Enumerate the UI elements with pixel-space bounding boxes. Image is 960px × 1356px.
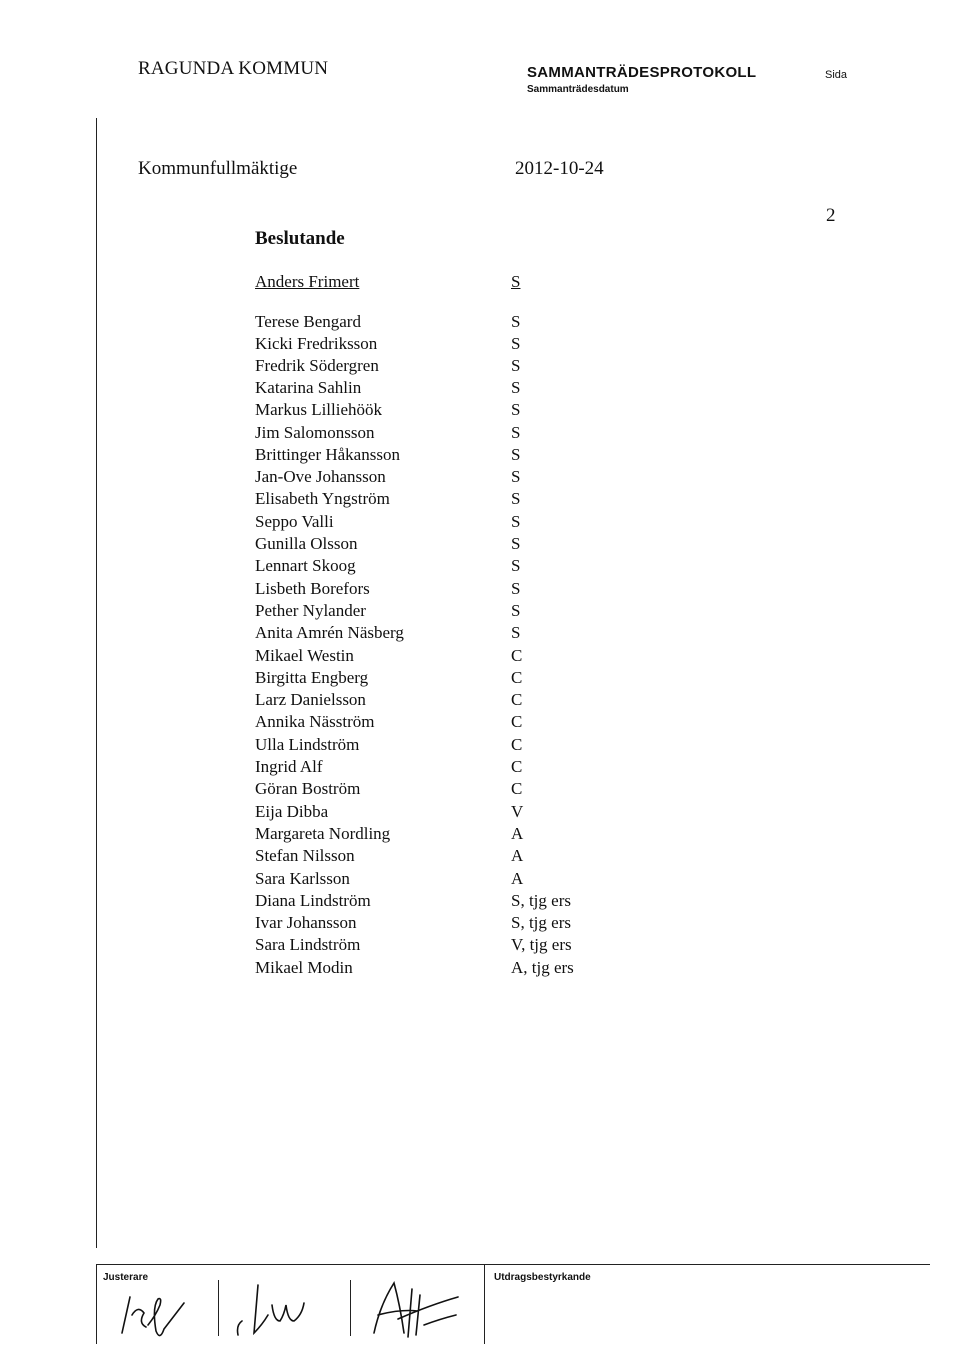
- member-vote: S: [511, 334, 521, 353]
- margin-line: [96, 118, 97, 1248]
- member-name: Anders Frimert: [255, 272, 360, 291]
- member-name: Ulla Lindström: [255, 735, 360, 754]
- member-name: Diana Lindström: [255, 891, 371, 910]
- member-row: [255, 779, 655, 801]
- member-name: Brittinger Håkansson: [255, 445, 400, 464]
- signature-2: [228, 1275, 338, 1345]
- member-vote: S: [511, 467, 521, 486]
- member-row: [255, 913, 655, 935]
- member-vote: A: [511, 846, 524, 865]
- member-row: [255, 757, 655, 779]
- member-vote: S: [511, 272, 521, 291]
- member-vote: A: [511, 824, 524, 843]
- member-name: Lisbeth Borefors: [255, 579, 370, 598]
- member-vote: C: [511, 779, 523, 798]
- member-row: [255, 423, 655, 445]
- footer-left-border: [96, 1264, 97, 1344]
- member-row: [255, 467, 655, 489]
- member-vote: C: [511, 735, 523, 754]
- protocol-subtitle: Sammanträdesdatum: [527, 84, 629, 95]
- member-row: [255, 935, 655, 957]
- member-row: [255, 579, 655, 601]
- member-row: [255, 601, 655, 623]
- signature-separator: [218, 1280, 219, 1336]
- member-row: [255, 646, 655, 668]
- member-row: [255, 891, 655, 913]
- member-name: Sara Lindström: [255, 935, 361, 954]
- organization-name: RAGUNDA KOMMUN: [138, 58, 329, 79]
- member-row: [255, 690, 655, 712]
- member-row: [255, 312, 655, 334]
- member-name: Pether Nylander: [255, 601, 366, 620]
- member-vote: S: [511, 445, 521, 464]
- meeting-date: 2012-10-24: [515, 158, 604, 179]
- member-name: Katarina Sahlin: [255, 378, 362, 397]
- member-row: [255, 668, 655, 690]
- signature-1: [108, 1275, 208, 1345]
- member-row: [255, 378, 655, 400]
- member-name: Larz Danielsson: [255, 690, 366, 709]
- member-name: Sara Karlsson: [255, 869, 350, 888]
- member-vote: S: [511, 601, 521, 620]
- member-name: Kicki Fredriksson: [255, 334, 378, 353]
- member-vote: S: [511, 312, 521, 331]
- member-row: [255, 489, 655, 511]
- member-row: [255, 824, 655, 846]
- member-vote: S: [511, 356, 521, 375]
- member-name: Stefan Nilsson: [255, 846, 355, 865]
- section-title: Beslutande: [255, 228, 345, 249]
- member-row: [255, 846, 655, 868]
- member-vote: S: [511, 556, 521, 575]
- signature-separator: [350, 1280, 351, 1336]
- member-vote: A: [511, 869, 524, 888]
- member-vote: S: [511, 489, 521, 508]
- member-vote: S: [511, 423, 521, 442]
- member-vote: S: [511, 623, 521, 642]
- member-name: Markus Lilliehöök: [255, 400, 383, 419]
- member-name: Eija Dibba: [255, 802, 329, 821]
- member-vote: A, tjg ers: [511, 958, 574, 977]
- member-row: [255, 334, 655, 356]
- member-name: Göran Boström: [255, 779, 361, 798]
- member-name: Ingrid Alf: [255, 757, 323, 776]
- member-name: Gunilla Olsson: [255, 534, 358, 553]
- member-row: [255, 534, 655, 556]
- member-vote: C: [511, 712, 523, 731]
- member-vote: V, tjg ers: [511, 935, 572, 954]
- member-row: [255, 623, 655, 645]
- member-name: Anita Amrén Näsberg: [255, 623, 404, 642]
- member-row: [255, 356, 655, 378]
- page-number: 2: [826, 205, 836, 226]
- member-row: [255, 445, 655, 467]
- member-vote: C: [511, 757, 523, 776]
- member-vote: C: [511, 690, 523, 709]
- member-name: Terese Bengard: [255, 312, 361, 331]
- member-vote: S, tjg ers: [511, 913, 571, 932]
- member-name: Birgitta Engberg: [255, 668, 369, 687]
- member-row: [255, 802, 655, 824]
- member-name: Lennart Skoog: [255, 556, 356, 575]
- member-vote: S: [511, 378, 521, 397]
- member-name: Mikael Modin: [255, 958, 353, 977]
- justerare-label: Justerare: [103, 1272, 149, 1283]
- member-name: Jan-Ove Johansson: [255, 467, 386, 486]
- utdragsbestyrkande-label: Utdragsbestyrkande: [494, 1272, 591, 1283]
- member-vote: C: [511, 668, 523, 687]
- member-row: [255, 958, 655, 980]
- member-name: Mikael Westin: [255, 646, 354, 665]
- member-row: [255, 869, 655, 891]
- member-vote: S: [511, 400, 521, 419]
- member-vote: S: [511, 512, 521, 531]
- member-row: [255, 400, 655, 422]
- member-vote: S: [511, 579, 521, 598]
- member-row: [255, 735, 655, 757]
- member-vote: S: [511, 534, 521, 553]
- member-row: [255, 272, 655, 294]
- member-vote: C: [511, 646, 523, 665]
- member-name: Annika Näsström: [255, 712, 375, 731]
- member-row: [255, 556, 655, 578]
- member-name: Elisabeth Yngström: [255, 489, 390, 508]
- member-name: Jim Salomonsson: [255, 423, 375, 442]
- protocol-title: SAMMANTRÄDESPROTOKOLL: [527, 64, 757, 81]
- page-label: Sida: [825, 69, 848, 81]
- member-row: [255, 712, 655, 734]
- member-vote: S, tjg ers: [511, 891, 571, 910]
- member-name: Fredrik Södergren: [255, 356, 379, 375]
- member-name: Seppo Valli: [255, 512, 334, 531]
- footer-divider: [96, 1264, 930, 1265]
- footer-middle-border: [484, 1264, 485, 1344]
- meeting-body: Kommunfullmäktige: [138, 158, 298, 179]
- member-row: [255, 512, 655, 534]
- signature-3: [360, 1275, 480, 1345]
- member-vote: V: [511, 802, 524, 821]
- member-name: Margareta Nordling: [255, 824, 391, 843]
- member-name: Ivar Johansson: [255, 913, 357, 932]
